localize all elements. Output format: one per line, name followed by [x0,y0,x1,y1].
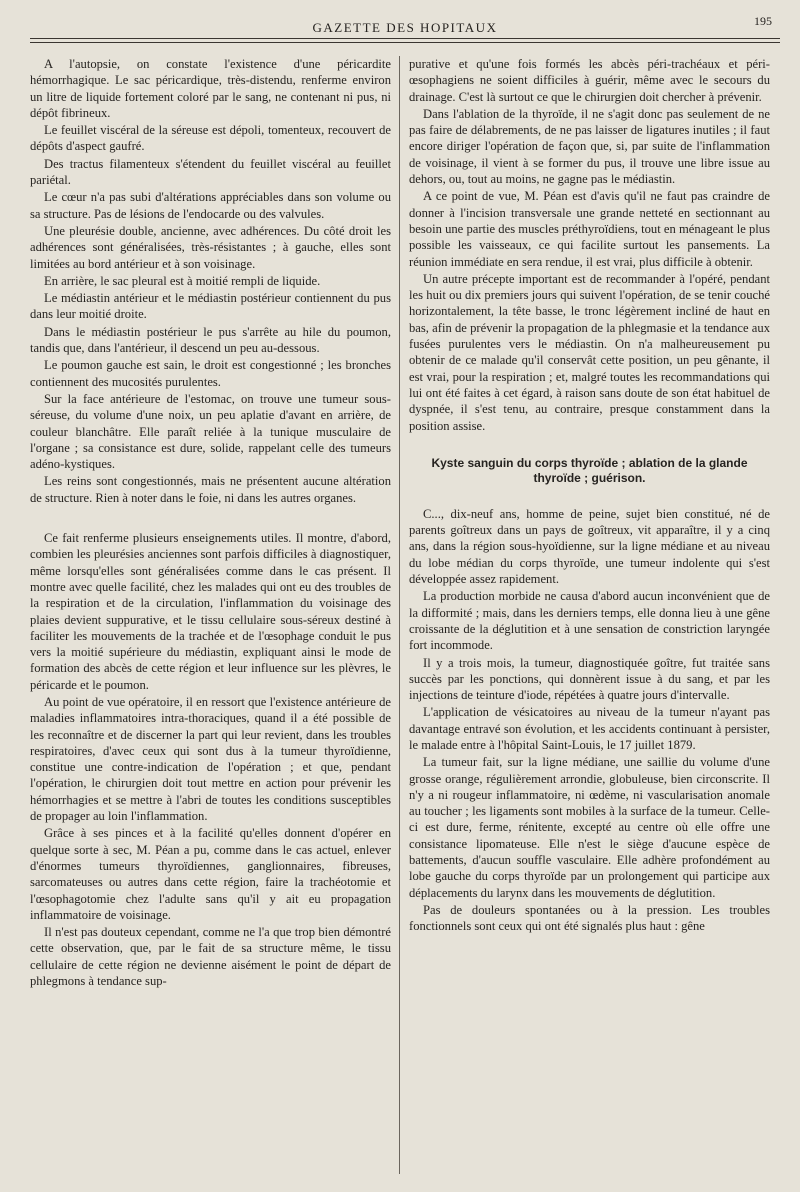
page-number: 195 [754,14,772,28]
paragraph: Un autre précepte important est de recommander à l'opéré, pendant les huit ou dix premiers jours qui suivent l'opération, de se tenir couché horizontalement, la tête basse, le tronc légèrement incliné de haut en bas, afin de prévenir la propagation de la phlegmasie et la tendance aux fusées purulentes vers le médiastin. On n'a malheureusement pu obtenir de ce malade qu'il conservât cette position, un peu gênante, il est vrai, pour la respiration ; et, malgré toutes les recommandations qui lui ont été faites à cet égard, à raison sans doute de son état habituel de dyspnée, il s'est tenu, au contraire, presque constamment dans la position assise. [409,271,770,433]
paragraph: Sur la face antérieure de l'estomac, on trouve une tumeur sous-séreuse, du volume d'une noix, un peu aplatie d'avant en arrière, de couleur blanchâtre. Elle paraît reliée à la tunique musculaire de l'organe ; sa consistance est dure, solide, rappelant celle des tumeurs adéno-kystiques. [30,391,391,472]
paragraph: En arrière, le sac pleural est à moitié rempli de liquide. [44,273,321,288]
paragraph: A ce point de vue, M. Péan est d'avis qu'il ne faut pas craindre de donner à l'incision transversale une grande netteté en sectionnant au besoin une partie des muscles préthyroïdiens, tout en ménageant le plus possible les vaisseaux, ce qui facilite surtout les pansements. La réunion immédiate en sera rendue, il est vrai, plus difficile à obtenir. [409,189,770,269]
paragraph: Pas de douleurs spontanées ou à la pression. Les troubles fonctionnels sont ceux qui ont été signalés plus haut : gêne [409,902,770,934]
paragraph: Ce fait renferme plusieurs enseignements utiles. Il montre, d'abord, combien les pleurésies anciennes sont parfois difficiles à diagnostiquer, même lorsqu'elles sont généralisées comme dans le cas présent. Il montre avec quelle facilité, chez les malades qui ont eu des troubles de la respiration et de la circulation, l'inflammation du voisinage des plaies devient suppurative, et le tissu cellulaire sous-séreux destiné à faciliter les mouvements de la trachée et de l'œsophage conduit le pus vers la moitié supérieure du médiastin, expliquant ainsi le mode de formation des abcès de cette région et leur influence sur les plèvres, le péricarde et le poumon. [30,531,391,692]
paragraph: Il n'est pas douteux cependant, comme ne l'a que trop bien démontré cette observation, que, par le fait de sa structure même, le tissu cellulaire de cette région ne devienne aisément le point de départ de phlegmons à tendance sup- [30,925,391,989]
column-divider [399,56,400,1174]
journal-title: GAZETTE DES HOPITAUX [312,20,498,35]
header-rule [30,38,780,39]
paragraph: Le poumon gauche est sain, le droit est congestionné ; les bronches contiennent des mucosités purulentes. [30,358,391,389]
paragraph: L'application de vésicatoires au niveau de la tumeur n'ayant pas davantage entravé son évolution, et les accidents continuant à persister, le malade entre à l'hôpital Saint-Louis, le 17 juillet 1879. [409,705,770,752]
paragraph: Dans le médiastin postérieur le pus s'arrête au hile du poumon, tandis que, dans l'antérieur, il descend un peu au-dessous. [30,324,391,356]
paragraph: Il y a trois mois, la tumeur, diagnostiquée goître, fut traitée sans succès par les ponctions, qui donnèrent issue à du sang, et par les injections de teinture d'iode, répétées à quatre jours d'intervalle. [409,655,770,703]
paragraph: purative et qu'une fois formés les abcès péri-trachéaux et péri-œsophagiens ne soient difficiles à guérir, même avec le secours du drainage. C'est là surtout ce que le chirurgien doit chercher à prévenir. [409,57,770,104]
paragraph: Le feuillet viscéral de la séreuse est dépoli, tomenteux, recouvert de dépôts d'aspect gaufré. [30,123,391,154]
section-gap [30,506,391,530]
paragraph: La tumeur fait, sur la ligne médiane, une saillie du volume d'une grosse orange, régulièrement arrondie, globuleuse, bien circonscrite. Il n'y a ni rougeur inflammatoire, ni œdème, ni vascularisation anomale au toucher ; les ligaments sont mobiles à la surface de la tumeur. Celle-ci est dure, ferme, rénitente, excepté au centre où elle offre une consistance lipomateuse. Elle n'est le siège d'aucune espèce de battements, d'aucun souffle vasculaire. Elle adhère profondément au lobe gauche du corps thyroïde par un prolongement qui participe aux déplacements du larynx dans les mouvements de déglutition. [409,755,770,900]
page-header [30,10,780,50]
paragraph: Des tractus filamenteux s'étendent du feuillet viscéral au feuillet pariétal. [30,156,391,188]
header-rule-double [30,42,780,43]
paragraph: Une pleurésie double, ancienne, avec adhérences. Du côté droit les adhérences sont généralisées, très-résistantes ; à gauche, elles sont limitées au bord antérieur et à son voisinage. [30,223,391,271]
paragraph: Grâce à ses pinces et à la facilité qu'elles donnent d'opérer en quelque sorte à sec, M. Péan a pu, comme dans le cas actuel, enlever d'énormes tumeurs thyroïdiennes, ganglionnaires, fibreuses, sarcomateuses ou autres dans cette région, faire la trachéotomie et l'œsophagotomie chez l'adulte sans qu'il y ait eu propagation inflammatoire de voisinage. [30,826,391,922]
right-column [409,56,770,935]
paragraph: Le médiastin antérieur et le médiastin postérieur contiennent du pus dans leur moitié droite. [30,291,391,322]
paragraph: A l'autopsie, on constate l'existence d'une péricardite hémorrhagique. Le sac péricardique, très-distendu, renferme environ un litre de liquide fortement coloré par le sang, ne contenant ni pus, ni dépôt fibrineux. [30,57,391,120]
section-heading: Kyste sanguin du corps thyroïde ; ablation de la glande thyroïde ; guérison. [431,455,748,485]
paragraph: Dans l'ablation de la thyroïde, il ne s'agit donc pas seulement de ne pas faire de délabrements, de ne pas laisser de ligatures inutiles ; il faut encore diriger l'opération de façon que, si, par suite de l'inflammation de voisinage, il vient à se former du pus, il trouve une libre issue au dehors, ou, tout au moins, ne gagne pas le médiastin. [409,106,770,187]
paragraph: La production morbide ne causa d'abord aucun inconvénient que de la difformité ; mais, dans les derniers temps, elle donna lieu à une gêne croissante de la déglutition et à une sensation de constriction laryngée fort incommode. [409,589,770,653]
paragraph: C..., dix-neuf ans, homme de peine, sujet bien constitué, né de parents goîtreux dans un pays de goîtreux, vit apparaître, il y a cinq ans, dans la région sous-hyoïdienne, sur la ligne médiane et au niveau du lobe médian du corps thyroïde, une tumeur indolente qui s'est développée assez rapidement. [409,506,770,587]
paragraph: Le cœur n'a pas subi d'altérations appréciables dans son volume ou sa structure. Pas de lésions de l'endocarde ou des valvules. [30,190,391,221]
paragraph: Au point de vue opératoire, il en ressort que l'existence antérieure de maladies inflammatoires intra-thoraciques, quand il a été possible de les reconnaître et de discerner la part qui leur revient, dans les troubles respiratoires, d'avec ceux qui sont dus à la tumeur thyroïdienne, constitue une contre-indication de l'opération ; et que, pendant l'opération, le chirurgien doit tout mettre en action pour prévenir les hémorrhagies et se mettre à l'abri de toutes les conditions susceptibles de propager au loin l'inflammation. [30,694,391,824]
paragraph: Les reins sont congestionnés, mais ne présentent aucune altération de structure. Rien à noter dans le foie, ni dans les autres organes. [30,474,391,505]
left-column [30,56,391,989]
